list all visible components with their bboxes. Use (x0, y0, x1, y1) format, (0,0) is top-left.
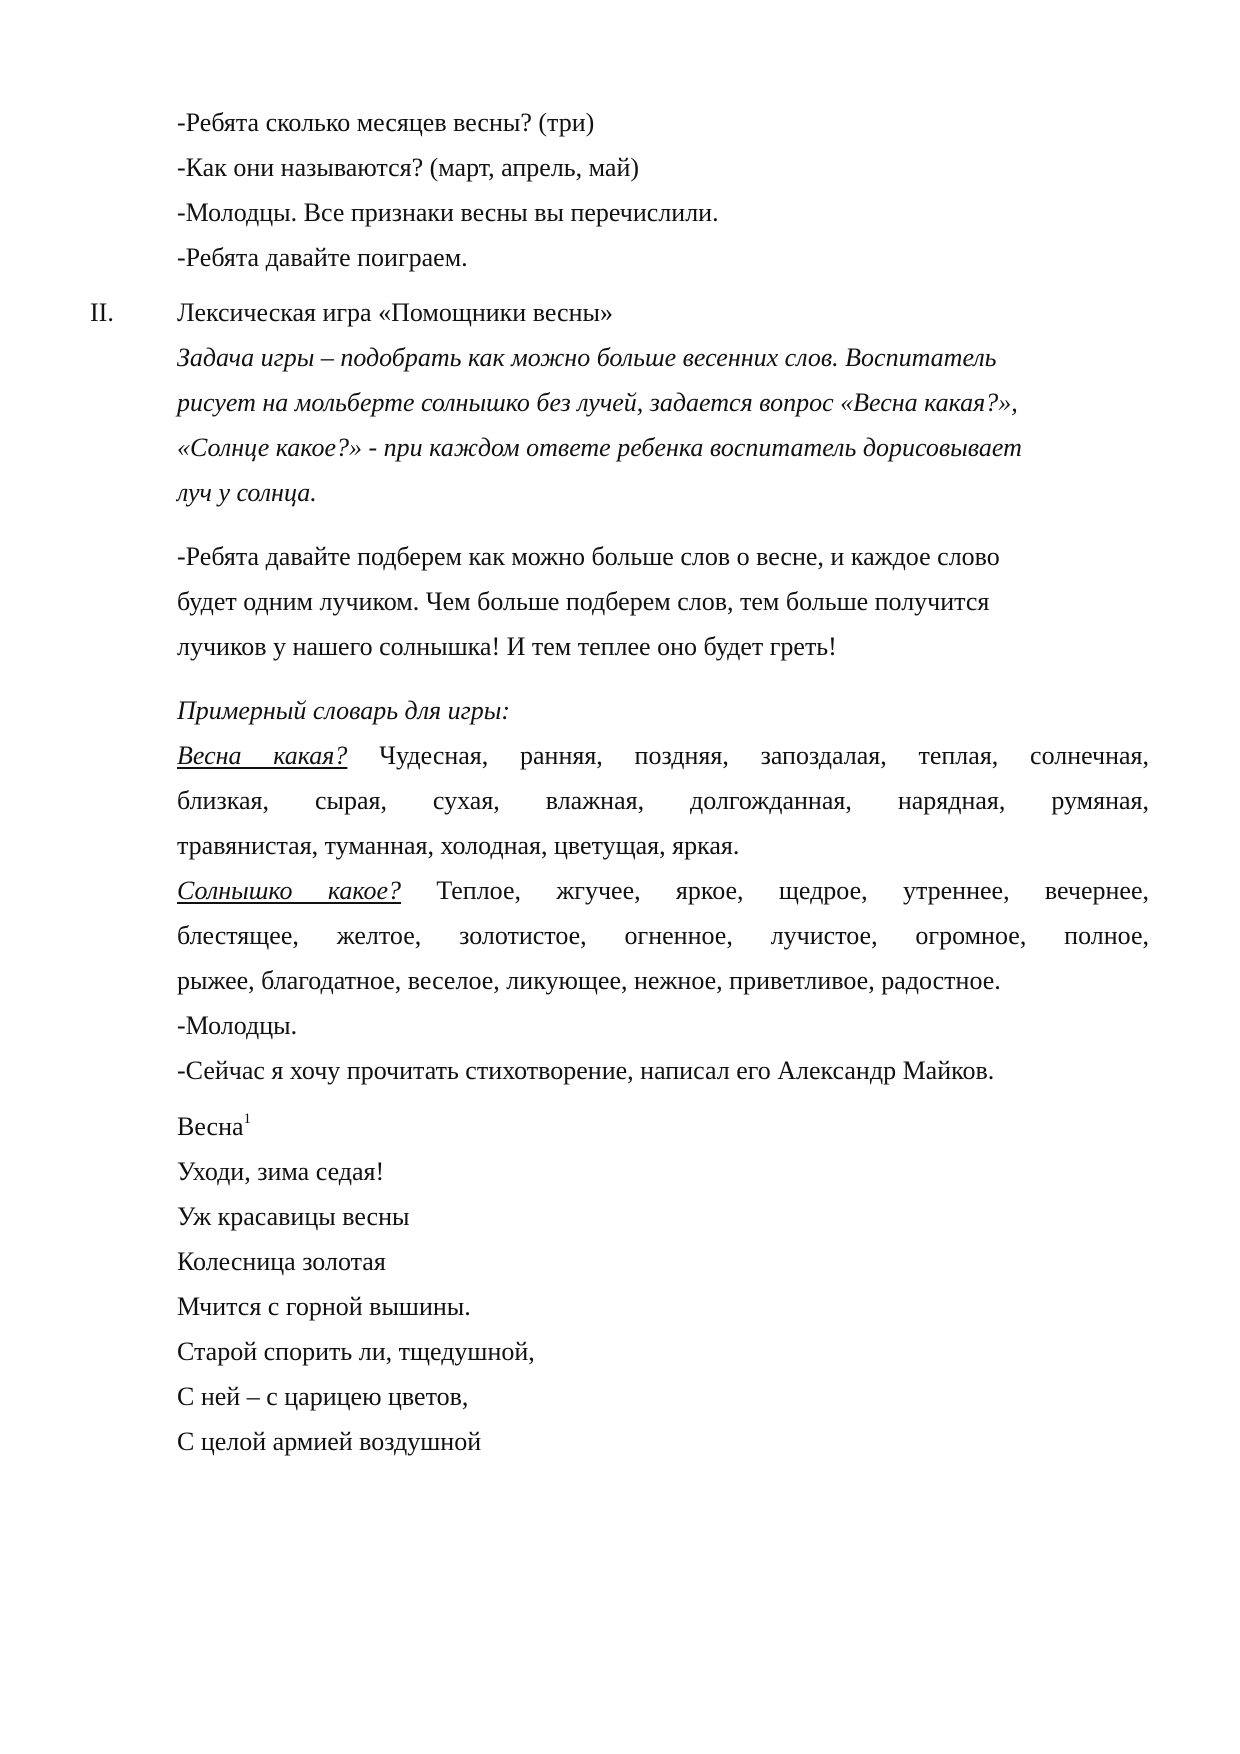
poem-line: Колесница золотая (177, 1247, 386, 1276)
sun-words-line (177, 874, 1149, 908)
task-line: Задача игры – подобрать как можно больше весенних слов. Воспитатель (177, 343, 997, 372)
speech-line: будет одним лучиком. Чем больше подберем слов, тем больше получится (177, 587, 990, 616)
poem-line: Мчится с горной вышины. (177, 1292, 471, 1321)
poem-line: С целой армией воздушной (177, 1427, 482, 1456)
intro-line-praise: -Молодцы. Все признаки весны вы перечислили. (177, 198, 719, 227)
closing-poem-intro: -Сейчас я хочу прочитать стихотворение, написал его Александр Майков. (177, 1056, 995, 1085)
poem-line: Старой спорить ли, тщедушной, (177, 1337, 535, 1366)
spring-label: Весна какая? (177, 741, 348, 770)
poem-title (177, 1110, 251, 1144)
poem-title-text: Весна (177, 1112, 244, 1141)
spring-words: Чудесная, ранняя, поздняя, запоздалая, теплая, солнечная, (379, 741, 1149, 770)
spring-words-line (177, 739, 1149, 773)
sun-label: Солнышко какое? (177, 876, 402, 905)
section-number: II. (90, 298, 114, 327)
sun-words: Теплое, жгучее, яркое, щедрое, утреннее, вечернее, (436, 876, 1150, 905)
section-title: Лексическая игра «Помощники весны» (177, 298, 613, 327)
speech-line: лучиков у нашего солнышка! И тем теплее оно будет греть! (177, 632, 837, 661)
intro-line-lets-play: -Ребята давайте поиграем. (177, 243, 468, 272)
task-line: «Солнце какое?» - при каждом ответе ребенка воспитатель дорисовывает (177, 433, 1022, 462)
speech-line: -Ребята давайте подберем как можно больше слов о весне, и каждое слово (177, 542, 1000, 571)
poem-line: Уходи, зима седая! (177, 1157, 385, 1186)
intro-line-names-question: -Как они называются? (март, апрель, май) (177, 153, 640, 182)
spring-words-line: близкая, сырая, сухая, влажная, долгожданная, нарядная, румяная, (177, 786, 1149, 815)
spring-words-line: травянистая, туманная, холодная, цветущая, яркая. (177, 831, 740, 860)
task-line: луч у солнца. (177, 478, 317, 507)
sun-words-line: рыжее, благодатное, веселое, ликующее, нежное, приветливое, радостное. (177, 966, 1001, 995)
intro-line-months-question: -Ребята сколько месяцев весны? (три) (177, 108, 595, 137)
footnote-mark: 1 (243, 1111, 252, 1128)
closing-praise: -Молодцы. (177, 1011, 298, 1040)
sun-words-line: блестящее, желтое, золотистое, огненное, лучистое, огромное, полное, (177, 921, 1149, 950)
task-line: рисует на мольберте солнышко без лучей, задается вопрос «Весна какая?», (177, 388, 1018, 417)
poem-line: С ней – с царицею цветов, (177, 1382, 469, 1411)
dictionary-heading: Примерный словарь для игры: (177, 696, 511, 725)
poem-line: Уж красавицы весны (177, 1202, 410, 1231)
